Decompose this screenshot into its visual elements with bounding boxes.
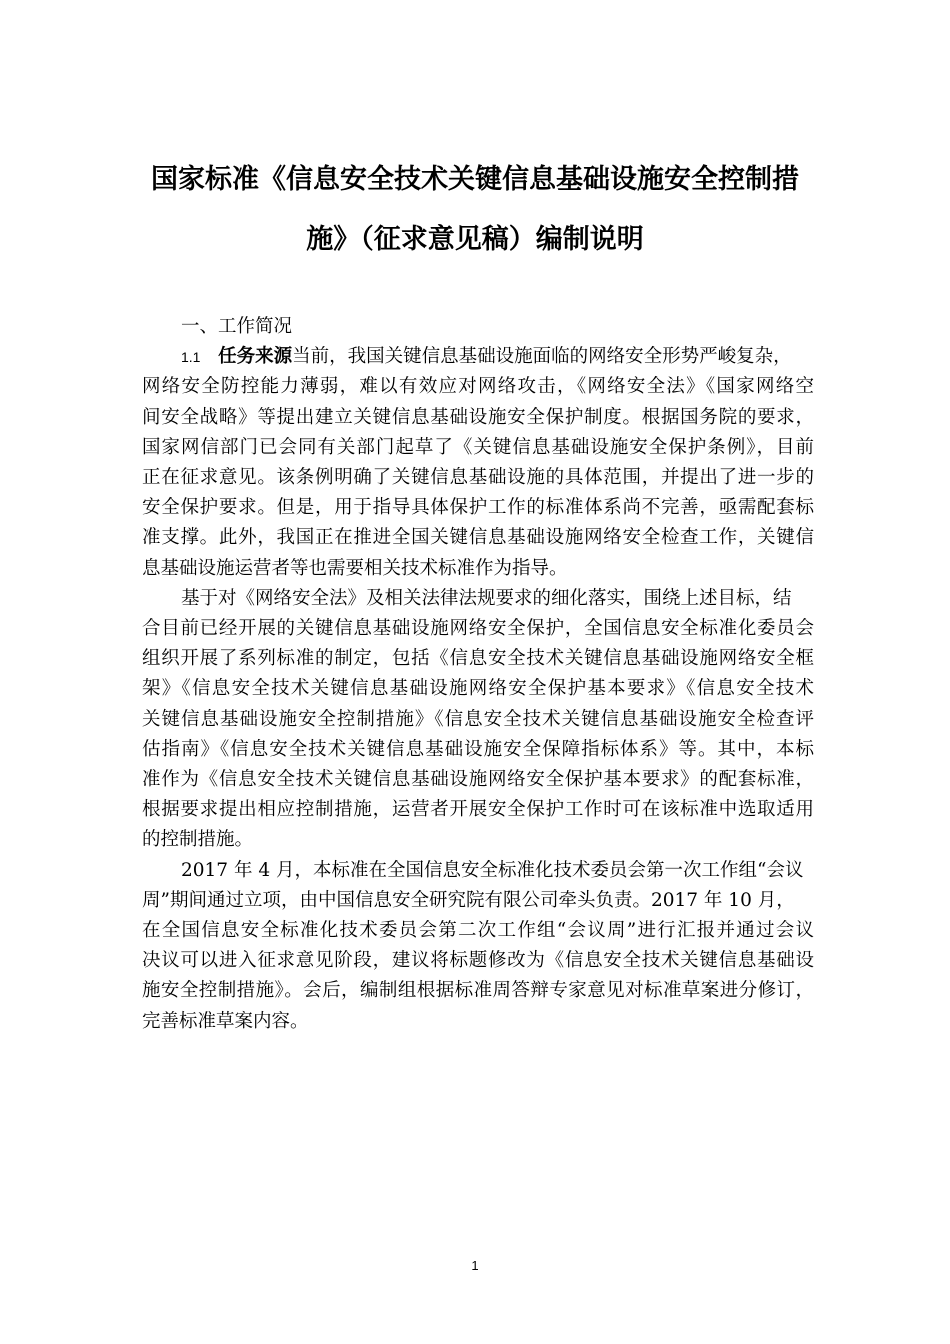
paragraph-3-line: 施安全控制措施》。会后，编制组根据标准周答辩专家意见对标准草案进分修订，: [142, 980, 814, 1002]
paragraph-1-line: 正在征求意见。该条例明确了关键信息基础设施的具体范围，并提出了进一步的: [142, 467, 814, 489]
paragraph-2-line: 根据要求提出相应控制措施，运营者开展安全保护工作时可在该标准中选取适用: [142, 799, 814, 821]
title-line-2: 施》（征求意见稿）编制说明: [306, 224, 644, 255]
subsection-line: [142, 342, 814, 372]
title-line-1: 国家标准《信息安全技术关键信息基础设施安全控制措: [151, 164, 799, 195]
paragraph-1-line: 间安全战略》等提出建立关键信息基础设施安全保护制度。根据国务院的要求，: [142, 406, 814, 428]
page-number: 1: [471, 1258, 479, 1273]
paragraph-1-line: 安全保护要求。但是，用于指导具体保护工作的标准体系尚不完善，亟需配套标: [142, 497, 814, 519]
paragraph-2-line: 合目前已经开展的关键信息基础设施网络安全保护，全国信息安全标准化委员会: [142, 618, 814, 640]
paragraph-2-line: 的控制措施。: [142, 829, 254, 851]
paragraph-3-line: 在全国信息安全标准化技术委员会第二次工作组“会议周”进行汇报并通过会议: [142, 920, 814, 942]
paragraph-3-line: 完善标准草案内容。: [142, 1010, 309, 1032]
paragraph-3-line: 2017 年 4 月，本标准在全国信息安全标准化技术委员会第一次工作组“会议: [181, 859, 804, 881]
paragraph-1-line: 网络安全防控能力薄弱，难以有效应对网络攻击，《网络安全法》《国家网络空: [142, 376, 814, 398]
section-heading: 一、工作简况: [181, 316, 293, 337]
subsection-number: 1.1: [181, 349, 201, 366]
paragraph-2-line: 架》《信息安全技术关键信息基础设施网络安全保护基本要求》《信息安全技术: [142, 678, 814, 700]
subsection-heading: 任务来源: [218, 346, 293, 368]
paragraph-2-line: 估指南》《信息安全技术关键信息基础设施安全保障指标体系》等。其中，本标: [142, 738, 814, 760]
paragraph-3-line: 决议可以进入征求意见阶段，建议将标题修改为《信息安全技术关键信息基础设: [142, 950, 814, 972]
paragraph-3-line: 周”期间通过立项，由中国信息安全研究院有限公司牵头负责。2017 年 10 月，: [142, 889, 795, 911]
paragraph-1-line: 准支撑。此外，我国正在推进全国关键信息基础设施网络安全检查工作，关键信: [142, 527, 814, 549]
document-title: [120, 150, 830, 270]
paragraph-1-line: 国家网信部门已会同有关部门起草了《关键信息基础设施安全保护条例》，目前: [142, 436, 814, 458]
paragraph-2-line: 关键信息基础设施安全控制措施》《信息安全技术关键信息基础设施安全检查评: [142, 708, 814, 730]
paragraph-1-line: 当前，我国关键信息基础设施面临的网络安全形势严峻复杂，: [292, 346, 792, 368]
document-body: [142, 312, 814, 1037]
paragraph-2-line: 组织开展了系列标准的制定，包括《信息安全技术关键信息基础设施网络安全框: [142, 648, 814, 670]
paragraph-2-line: 基于对《网络安全法》及相关法律法规要求的细化落实，围绕上述目标，结: [181, 587, 792, 609]
paragraph-2-line: 准作为《信息安全技术关键信息基础设施网络安全保护基本要求》的配套标准，: [142, 769, 814, 791]
paragraph-1-line: 息基础设施运营者等也需要相关技术标准作为指导。: [142, 557, 568, 579]
